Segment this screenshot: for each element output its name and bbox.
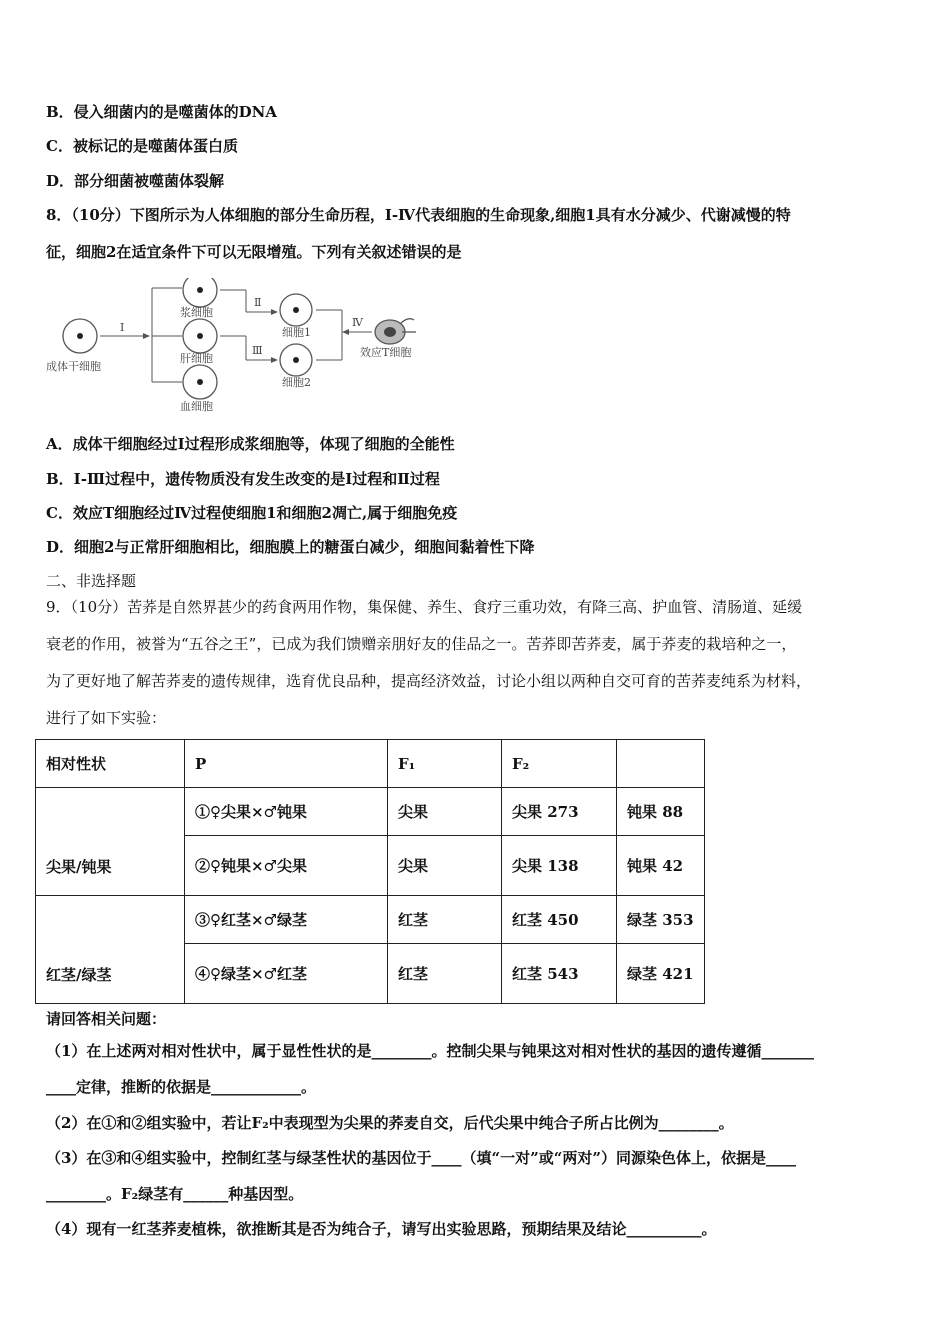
label-process-iv: Ⅳ [352,316,363,329]
q7-option-b: B．侵入细菌内的是噬菌体的DNA [46,103,278,121]
cell-p: ④♀绿茎×♂红茎 [185,944,388,1004]
th-trait: 相对性状 [36,740,185,788]
label-process-i: Ⅰ [120,321,125,334]
cell-f2b: 绿茎 421 [617,944,705,1004]
q9-sub1-line1: （1）在上述两对相对性状中，属于显性性状的是________。控制尖果与钝果这对相对性状的基因的遗传遵循_______ [46,1042,814,1060]
label-process-ii: Ⅱ [254,296,262,309]
section-title: 二、非选择题 [46,572,137,590]
table-header-row [36,740,705,788]
q8-option-a: A．成体干细胞经过Ⅰ过程形成浆细胞等，体现了细胞的全能性 [46,435,455,453]
cell-f2a: 红茎 450 [502,896,617,944]
q9-sub3-line1: （3）在③和④组实验中，控制红茎与绿茎性状的基因位于____（填“一对”或“两对”）同源染色体上，依据是____ [46,1149,796,1167]
th-f2: F₂ [502,740,617,788]
label-plasma-cell: 浆细胞 [180,306,213,319]
q9-line2: 衰老的作用，被誉为“五谷之王”，已成为我们馈赠亲朋好友的佳品之一。苦荞即苦荞麦，属于荞麦的栽培种之一， [46,635,797,653]
cell-f2b: 绿茎 353 [617,896,705,944]
q8-option-d: D．细胞2与正常肝细胞相比，细胞膜上的糖蛋白减少，细胞间黏着性下降 [46,538,535,556]
cell-f2b: 钝果 42 [617,836,705,896]
q8-option-c: C．效应T细胞经过Ⅳ过程使细胞1和细胞2凋亡,属于细胞免疫 [46,504,458,522]
cell-f2b: 钝果 88 [617,788,705,836]
cell-p: ②♀钝果×♂尖果 [185,836,388,896]
q8-stem-line1: 8．（10分）下图所示为人体细胞的部分生命历程，Ⅰ-Ⅳ代表细胞的生命现象,细胞1具有水分减少、代谢减慢的特 [46,206,791,224]
label-effector-t-cell: 效应T细胞 [360,346,412,359]
cell-lifecycle-diagram [40,278,440,418]
q9-sub1-line2: ____定律，推断的依据是____________。 [46,1078,317,1096]
label-liver-cell: 肝细胞 [180,352,213,365]
cell-f1: 红茎 [388,944,502,1004]
trait-fruit: 尖果/钝果 [36,788,185,896]
q7-option-d: D．部分细菌被噬菌体裂解 [46,172,225,190]
label-process-iii: Ⅲ [252,344,263,357]
cell-f1: 尖果 [388,788,502,836]
q9-line4: 进行了如下实验： [46,709,167,727]
cell-f2a: 尖果 273 [502,788,617,836]
table-row [36,896,705,944]
q9-sub3-line2: ________。F₂绿茎有______种基因型。 [46,1185,304,1203]
q9-line1: 9．（10分）苦荞是自然界甚少的药食两用作物，集保健、养生、食疗三重功效，有降三高、护血管、清肠道、延缓 [46,598,803,616]
experiment-table [35,739,705,1004]
q9-sub4: （4）现有一红茎荞麦植株，欲推断其是否为纯合子，请写出实验思路，预期结果及结论__________。 [46,1220,717,1238]
q9-line3: 为了更好地了解苦荞麦的遗传规律，选育优良品种，提高经济效益，讨论小组以两种自交可育的苦荞麦纯系为材料， [46,672,812,690]
cell-f1: 尖果 [388,836,502,896]
cell-f1: 红茎 [388,896,502,944]
label-cell1: 细胞1 [282,326,311,339]
cell-f2a: 尖果 138 [502,836,617,896]
trait-stem: 红茎/绿茎 [36,896,185,1004]
table-row [36,788,705,836]
q8-option-b: B．Ⅰ-Ⅲ过程中，遗传物质没有发生改变的是Ⅰ过程和Ⅱ过程 [46,470,440,488]
cell-f2a: 红茎 543 [502,944,617,1004]
label-stem-cell: 成体干细胞 [46,360,101,373]
label-cell2: 细胞2 [282,376,311,389]
q7-option-c: C．被标记的是噬菌体蛋白质 [46,137,238,155]
cell-p: ①♀尖果×♂钝果 [185,788,388,836]
q9-sub2: （2）在①和②组实验中，若让F₂中表现型为尖果的荞麦自交，后代尖果中纯合子所占比例为________。 [46,1114,734,1132]
label-blood-cell: 血细胞 [180,400,213,413]
q9-prompt: 请回答相关问题： [46,1010,167,1028]
th-blank [617,740,705,788]
q8-stem-line2: 征，细胞2在适宜条件下可以无限增殖。下列有关叙述错误的是 [46,243,462,261]
th-p: P [185,740,388,788]
cell-p: ③♀红茎×♂绿茎 [185,896,388,944]
th-f1: F₁ [388,740,502,788]
